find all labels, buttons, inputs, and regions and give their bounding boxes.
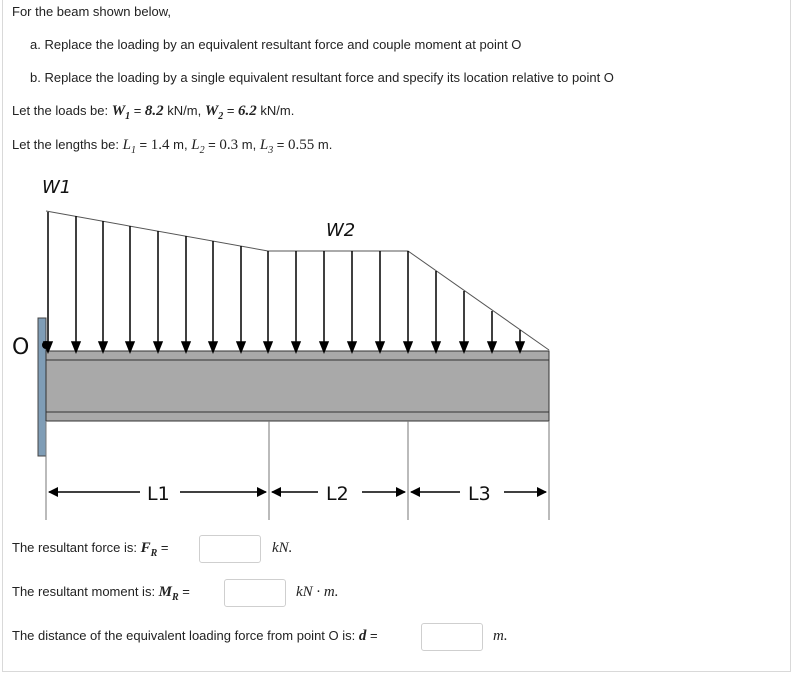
w1-label: W1	[42, 177, 72, 198]
l1-sym-sub: 1	[130, 145, 136, 156]
l2-unit: m	[241, 137, 253, 152]
moment-prompt: The resultant moment is: $M_R$ =	[12, 584, 190, 603]
distance-symbol: d	[358, 628, 367, 644]
moment-label: The resultant moment is:	[12, 584, 159, 599]
force-sym-sub: R	[150, 548, 158, 559]
resultant-moment-input[interactable]	[224, 579, 286, 607]
resultant-force-input[interactable]	[199, 535, 261, 563]
loads-line: Let the loads be: $W_1 = 8.2$ kN/m, $W_2 = 6.2$ kN/m.	[12, 103, 295, 122]
l1-unit: m	[173, 137, 184, 152]
loads-prefix: Let the loads be:	[12, 103, 112, 118]
l3-sym-sub: 3	[268, 145, 274, 156]
point-o-label: O	[12, 335, 30, 360]
l1-label: L1	[147, 483, 170, 505]
force-sym-letter: F	[140, 540, 151, 556]
w1-sym-sub: 1	[125, 111, 131, 122]
w1-unit: kN/m	[167, 103, 198, 118]
beam	[46, 351, 549, 421]
l3-sym-letter: L	[259, 137, 269, 153]
dimension-extensions	[46, 421, 549, 520]
load-profile	[46, 211, 549, 350]
distance-input[interactable]	[421, 623, 483, 651]
distance-unit: m.	[493, 628, 508, 644]
l1-value: 1.4	[150, 137, 170, 153]
l3-value: 0.55	[288, 137, 315, 153]
part-a-text: a. Replace the loading by an equivalent resultant force and couple moment at point O	[30, 37, 522, 52]
moment-symbol	[158, 584, 179, 603]
l2-sym-letter: L	[191, 137, 200, 153]
w2-sym-sub: 2	[218, 111, 224, 122]
w1-sym-letter: W	[111, 103, 126, 119]
l2-sym-sub: 2	[199, 145, 205, 156]
moment-unit: kN · m.	[296, 584, 339, 600]
force-unit: kN.	[272, 540, 293, 556]
wall-support	[38, 318, 46, 456]
distance-label: The distance of the equivalent loading force from point O is:	[12, 628, 359, 643]
l2-value: 0.3	[219, 137, 239, 153]
w2-value: 6.2	[238, 103, 257, 119]
l2-label: L2	[326, 483, 349, 505]
w2-label: W2	[326, 220, 356, 241]
w2-sym-letter: W	[204, 103, 219, 119]
force-prompt: The resultant force is: $F_R$ =	[12, 540, 169, 559]
l3-label: L3	[468, 483, 491, 505]
moment-sym-letter: M	[158, 584, 173, 600]
intro-text: For the beam shown below,	[12, 4, 171, 19]
l1-sym-letter: L	[122, 137, 131, 153]
lengths-line: Let the lengths be: $L_1 = 1.4$ m, $L_2 = 0.3$ m, $L_3 = 0.55$ m.	[12, 137, 333, 156]
force-label: The resultant force is:	[12, 540, 141, 555]
l3-unit: m	[317, 137, 329, 152]
part-b-text: b. Replace the loading by a single equivalent resultant force and specify its location relative to point O	[30, 70, 614, 85]
moment-sym-sub: R	[172, 592, 179, 603]
point-o-marker	[42, 341, 50, 349]
lengths-prefix: Let the lengths be:	[12, 137, 123, 152]
w1-value: 8.2	[144, 103, 164, 119]
w2-unit: kN/m	[260, 103, 291, 118]
force-symbol	[140, 540, 158, 559]
distance-prompt: The distance of the equivalent loading force from point O is: d =	[12, 628, 378, 644]
